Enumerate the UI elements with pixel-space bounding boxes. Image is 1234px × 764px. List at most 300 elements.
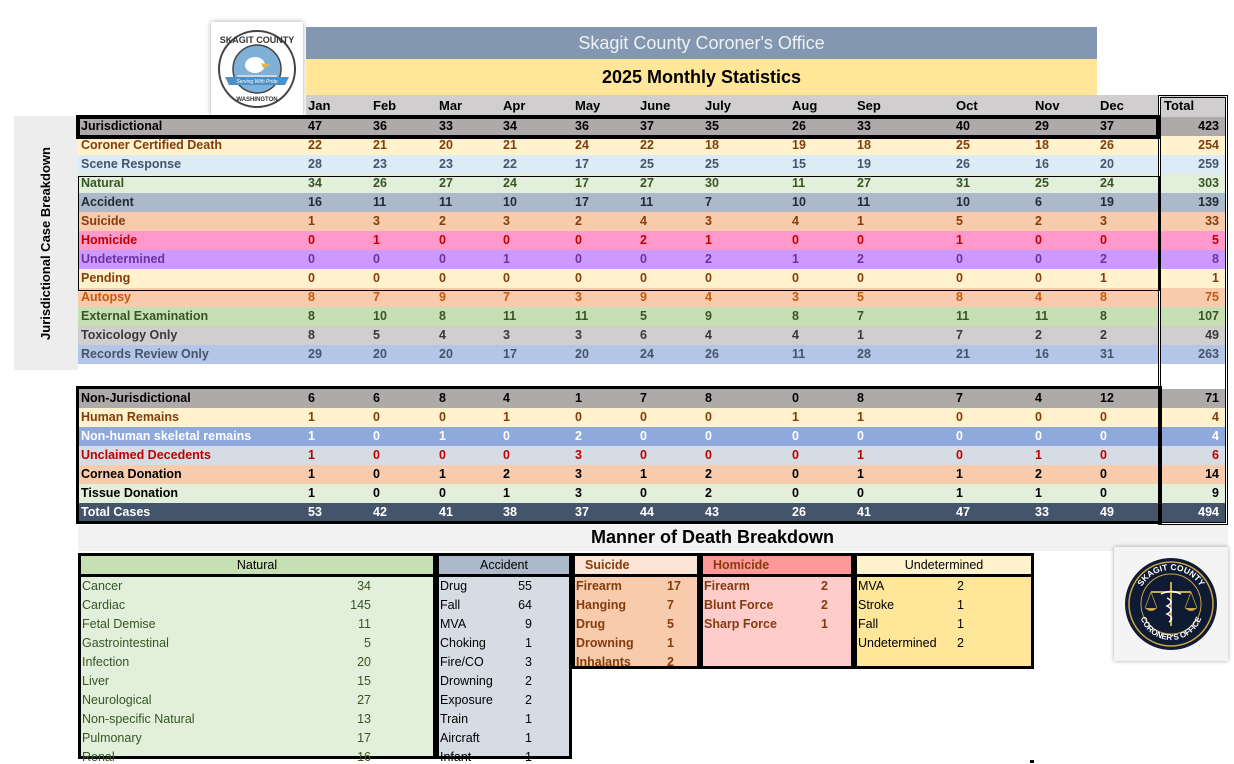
row-label: Toxicology Only: [81, 328, 178, 342]
cell-value: 0: [857, 271, 864, 285]
cell-value: 16: [1035, 347, 1049, 361]
cell-value: 37: [640, 119, 654, 133]
cell-value: 1: [439, 467, 446, 481]
cell-value: 3: [575, 467, 582, 481]
cell-value: 1: [857, 410, 864, 424]
cell-value: 4: [792, 214, 799, 228]
cell-value: 6: [640, 328, 647, 342]
cell-value: 10: [503, 195, 517, 209]
cell-value: 19: [857, 157, 871, 171]
manner-item-count: 17: [357, 731, 371, 745]
cell-value: 0: [439, 410, 446, 424]
cell-value: 42: [373, 505, 387, 519]
cell-value: 37: [1100, 119, 1114, 133]
manner-item-count: 1: [667, 636, 674, 650]
manner-item-count: 2: [525, 693, 532, 707]
cell-value: 43: [705, 505, 719, 519]
cell-value: 1: [857, 448, 864, 462]
cell-value: 8: [439, 391, 446, 405]
manner-item-count: 11: [358, 617, 371, 631]
manner-item-count: 145: [350, 598, 371, 612]
cell-value: 0: [640, 271, 647, 285]
cell-value: 8: [705, 391, 712, 405]
cell-value: 11: [792, 176, 806, 190]
cell-value: 12: [1100, 391, 1114, 405]
row-label: Suicide: [81, 214, 126, 228]
manner-item-count: 1: [821, 617, 828, 631]
manner-item-count: 1: [525, 731, 532, 745]
cell-value: 2: [1035, 467, 1042, 481]
cell-value: 2: [705, 252, 712, 266]
cell-value: 2: [1100, 328, 1107, 342]
cell-value: 17: [503, 347, 517, 361]
manner-item-name: Exposure: [440, 693, 493, 707]
manner-undetermined-header: Undetermined: [857, 556, 1031, 577]
cell-value: 0: [373, 271, 380, 285]
row-label: External Examination: [81, 309, 209, 323]
cell-value: 22: [308, 138, 322, 152]
table-row: [78, 326, 1158, 345]
cell-value: 7: [956, 328, 963, 342]
coroners-office-logo: [1114, 547, 1228, 661]
cell-value: 0: [956, 252, 963, 266]
cell-value: 3: [575, 486, 582, 500]
cell-value: 1: [503, 252, 510, 266]
cell-value: 11: [1035, 309, 1049, 323]
row-label: Autopsy: [81, 290, 131, 304]
month-header-feb: Feb: [373, 98, 397, 113]
row-label: Non-human skeletal remains: [81, 429, 252, 443]
row-label: Unclaimed Decedents: [81, 448, 211, 462]
month-header-july: July: [705, 98, 732, 113]
cell-value: 0: [1100, 486, 1107, 500]
cell-value: 5: [373, 328, 380, 342]
cell-value: 7: [503, 290, 510, 304]
cell-value: 0: [308, 271, 315, 285]
cell-value: 34: [308, 176, 322, 190]
cell-value: 7: [373, 290, 380, 304]
cell-value: 5: [857, 290, 864, 304]
cell-value: 4: [439, 328, 446, 342]
cell-value: 1: [1035, 486, 1042, 500]
cell-value: 17: [575, 157, 589, 171]
cell-value: 0: [1100, 467, 1107, 481]
row-total: 71: [1161, 389, 1225, 408]
cell-value: 1: [308, 410, 315, 424]
row-label: Total Cases: [81, 505, 151, 519]
cell-value: 0: [1035, 271, 1042, 285]
cell-value: 3: [705, 214, 712, 228]
cell-value: 3: [503, 328, 510, 342]
cell-value: 0: [439, 486, 446, 500]
manner-suicide-header: Suicide: [575, 556, 697, 577]
manner-item-name: Blunt Force: [704, 598, 774, 612]
cell-value: 8: [792, 309, 799, 323]
manner-item-name: Choking: [440, 636, 486, 650]
row-total: 14: [1161, 465, 1225, 484]
cell-value: 30: [705, 176, 719, 190]
cell-value: 22: [640, 138, 654, 152]
manner-item-count: 20: [357, 655, 371, 669]
cell-value: 8: [1100, 309, 1107, 323]
cell-value: 0: [503, 233, 510, 247]
cell-value: 6: [373, 391, 380, 405]
cell-value: 3: [503, 214, 510, 228]
cell-value: 0: [503, 448, 510, 462]
cell-value: 26: [1100, 138, 1114, 152]
row-label: Homicide: [81, 233, 138, 247]
manner-item-name: Infection: [82, 655, 130, 669]
cell-value: 0: [956, 271, 963, 285]
manner-item-count: 13: [357, 712, 371, 726]
manner-suicide-panel: [572, 553, 700, 669]
side-label-text: Jurisdictional Case Breakdown: [37, 146, 53, 340]
manner-item-name: Liver: [82, 674, 110, 688]
cell-value: 27: [439, 176, 453, 190]
manner-accident-header: Accident: [439, 556, 569, 577]
cell-value: 0: [640, 252, 647, 266]
cell-value: 47: [956, 505, 970, 519]
cell-value: 1: [857, 467, 864, 481]
row-total: 4: [1161, 427, 1225, 446]
cell-value: 1: [575, 391, 582, 405]
month-header-dec: Dec: [1100, 98, 1124, 113]
svg-text:SKAGIT COUNTY: SKAGIT COUNTY: [219, 34, 295, 45]
row-label: Human Remains: [81, 410, 179, 424]
cell-value: 4: [640, 214, 647, 228]
cell-value: 2: [640, 233, 647, 247]
cell-value: 34: [503, 119, 517, 133]
cell-value: 0: [956, 429, 963, 443]
cell-value: 25: [705, 157, 719, 171]
table-row: [78, 465, 1158, 484]
row-label: Scene Response: [81, 157, 182, 171]
cell-value: 47: [308, 119, 322, 133]
cell-value: 0: [1035, 410, 1042, 424]
manner-item-name: Drug: [576, 617, 606, 631]
cell-value: 25: [1035, 176, 1049, 190]
table-row: [78, 193, 1158, 212]
manner-item-name: Renal: [82, 750, 115, 764]
cell-value: 0: [503, 271, 510, 285]
cell-value: 19: [792, 138, 806, 152]
manner-item-count: 2: [667, 655, 674, 669]
table-row: [78, 136, 1158, 155]
cell-value: 0: [857, 486, 864, 500]
manner-natural-header: Natural: [81, 556, 433, 577]
cell-value: 0: [575, 233, 582, 247]
cell-value: 33: [1035, 505, 1049, 519]
table-row: [78, 307, 1158, 326]
cell-value: 0: [373, 429, 380, 443]
cell-value: 4: [705, 328, 712, 342]
manner-item-count: 1: [957, 617, 964, 631]
cell-value: 0: [792, 429, 799, 443]
row-label: Cornea Donation: [81, 467, 182, 481]
row-total: 259: [1161, 155, 1225, 174]
cell-value: 11: [373, 195, 387, 209]
month-header-mar: Mar: [439, 98, 463, 113]
manner-item-count: 2: [957, 636, 964, 650]
manner-item-count: 2: [525, 674, 532, 688]
manner-item-count: 1: [957, 598, 964, 612]
cell-value: 11: [575, 309, 589, 323]
table-row: [78, 117, 1158, 136]
cell-value: 0: [857, 233, 864, 247]
cell-value: 0: [792, 448, 799, 462]
manner-item-name: Pulmonary: [82, 731, 142, 745]
cell-value: 29: [1035, 119, 1049, 133]
table-row: [78, 408, 1158, 427]
cell-value: 2: [503, 467, 510, 481]
cell-value: 0: [956, 410, 963, 424]
cell-value: 2: [1035, 214, 1042, 228]
manner-item-name: Cardiac: [82, 598, 126, 612]
cell-value: 3: [792, 290, 799, 304]
cell-value: 5: [640, 309, 647, 323]
month-header-jan: Jan: [308, 98, 331, 113]
manner-item-count: 2: [821, 579, 828, 593]
cell-value: 3: [575, 448, 582, 462]
cell-value: 15: [792, 157, 806, 171]
cell-value: 1: [705, 233, 712, 247]
svg-text:WASHINGTON: WASHINGTON: [236, 96, 278, 103]
cell-value: 8: [857, 391, 864, 405]
manner-item-count: 27: [357, 693, 371, 707]
manner-item-count: 3: [525, 655, 532, 669]
manner-item-name: Fire/CO: [440, 655, 484, 669]
cell-value: 4: [1035, 391, 1042, 405]
cell-value: 0: [705, 429, 712, 443]
manner-item-name: Train: [440, 712, 469, 726]
cell-value: 7: [640, 391, 647, 405]
cell-value: 53: [308, 505, 322, 519]
cell-value: 8: [1100, 290, 1107, 304]
cell-value: 0: [439, 271, 446, 285]
month-header-nov: Nov: [1035, 98, 1060, 113]
cell-value: 18: [1035, 138, 1049, 152]
cell-value: 1: [792, 410, 799, 424]
manner-item-name: Sharp Force: [704, 617, 777, 631]
cell-value: 2: [439, 214, 446, 228]
manner-item-count: 64: [518, 598, 532, 612]
manner-item-name: MVA: [440, 617, 467, 631]
manner-item-count: 17: [667, 579, 681, 593]
cell-value: 1: [857, 328, 864, 342]
manner-item-name: Non-specific Natural: [82, 712, 195, 726]
cell-value: 0: [640, 486, 647, 500]
eagle-seal-icon: [215, 27, 299, 111]
side-label: [20, 116, 70, 370]
svg-text:CORONER'S OFFICE: CORONER'S OFFICE: [1138, 615, 1204, 643]
cell-value: 11: [640, 195, 654, 209]
cell-value: 8: [956, 290, 963, 304]
month-header-sep: Sep: [857, 98, 881, 113]
cell-value: 1: [956, 486, 963, 500]
table-row: [78, 446, 1158, 465]
cell-value: 33: [439, 119, 453, 133]
row-total: 494: [1161, 503, 1225, 522]
cell-value: 20: [575, 347, 589, 361]
cell-value: 21: [373, 138, 387, 152]
cell-value: 38: [503, 505, 517, 519]
row-total: 423: [1161, 117, 1225, 136]
manner-item-count: 5: [667, 617, 674, 631]
cell-value: 8: [308, 328, 315, 342]
row-label: Tissue Donation: [81, 486, 179, 500]
table-row: [78, 288, 1158, 307]
manner-item-name: Drug: [440, 579, 468, 593]
cell-value: 0: [1100, 233, 1107, 247]
cell-value: 7: [857, 309, 864, 323]
manner-item-name: Fall: [858, 617, 879, 631]
cell-value: 25: [640, 157, 654, 171]
cell-value: 40: [956, 119, 970, 133]
table-row: [78, 389, 1158, 408]
cell-value: 21: [956, 347, 970, 361]
cell-value: 3: [575, 328, 582, 342]
cell-value: 0: [373, 410, 380, 424]
cell-value: 23: [373, 157, 387, 171]
cell-value: 1: [1100, 271, 1107, 285]
row-total: 5: [1161, 231, 1225, 250]
cell-value: 26: [792, 505, 806, 519]
svg-text:SKAGIT COUNTY: SKAGIT COUNTY: [1135, 561, 1207, 588]
cell-value: 1: [439, 429, 446, 443]
row-label: Records Review Only: [81, 347, 209, 361]
cell-value: 5: [956, 214, 963, 228]
table-row: [78, 155, 1158, 174]
report-title: Skagit County Coroner's Office: [306, 27, 1097, 59]
manner-item-name: Infant: [440, 750, 472, 764]
manner-item-count: 1: [525, 636, 532, 650]
manner-item-count: 15: [357, 674, 371, 688]
cell-value: 8: [308, 290, 315, 304]
cell-value: 1: [640, 467, 647, 481]
cell-value: 0: [640, 429, 647, 443]
skagit-county-seal-logo: [211, 22, 303, 115]
manner-of-death-title: Manner of Death Breakdown: [590, 527, 834, 547]
cell-value: 20: [1100, 157, 1114, 171]
cell-value: 0: [439, 233, 446, 247]
manner-item-name: Fetal Demise: [82, 617, 156, 631]
row-total: 9: [1161, 484, 1225, 503]
cell-value: 4: [792, 328, 799, 342]
row-label: Natural: [81, 176, 125, 190]
cell-value: 37: [575, 505, 589, 519]
table-row: [78, 212, 1158, 231]
cell-value: 1: [308, 486, 315, 500]
table-row: [78, 503, 1158, 522]
cell-value: 26: [792, 119, 806, 133]
row-total: 49: [1161, 326, 1225, 345]
month-header-aug: Aug: [792, 98, 818, 113]
cell-value: 3: [575, 290, 582, 304]
cell-value: 11: [956, 309, 970, 323]
cell-value: 17: [575, 176, 589, 190]
cell-value: 0: [705, 271, 712, 285]
cell-value: 0: [575, 252, 582, 266]
manner-item-name: Neurological: [82, 693, 152, 707]
cell-value: 3: [1100, 214, 1107, 228]
cell-value: 0: [705, 448, 712, 462]
manner-item-name: Aircraft: [440, 731, 480, 745]
table-row: [78, 174, 1158, 193]
cell-value: 18: [857, 138, 871, 152]
cell-value: 8: [308, 309, 315, 323]
cell-value: 41: [439, 505, 453, 519]
cell-value: 20: [439, 347, 453, 361]
month-header-june: June: [640, 98, 671, 113]
cell-value: 3: [373, 214, 380, 228]
cell-value: 0: [640, 448, 647, 462]
table-row: [78, 269, 1158, 288]
manner-item-count: 9: [525, 617, 532, 631]
row-label: Non-Jurisdictional: [81, 391, 191, 405]
cell-value: 25: [956, 138, 970, 152]
cell-value: 1: [308, 429, 315, 443]
cell-value: 0: [373, 467, 380, 481]
cell-value: 1: [503, 410, 510, 424]
row-total: 75: [1161, 288, 1225, 307]
cell-value: 41: [857, 505, 871, 519]
svg-text:Serving With Pride: Serving With Pride: [236, 78, 278, 85]
cell-value: 0: [1035, 429, 1042, 443]
cell-value: 6: [1035, 195, 1042, 209]
manner-item-count: 1: [525, 750, 532, 764]
cell-value: 36: [373, 119, 387, 133]
row-total: 33: [1161, 212, 1225, 231]
table-row: [78, 484, 1158, 503]
cell-value: 23: [439, 157, 453, 171]
cell-value: 24: [503, 176, 517, 190]
cell-value: 2: [705, 486, 712, 500]
cell-value: 0: [792, 271, 799, 285]
cell-value: 0: [439, 448, 446, 462]
manner-item-name: Firearm: [704, 579, 750, 593]
cell-value: 0: [640, 410, 647, 424]
cell-value: 20: [373, 347, 387, 361]
cell-value: 4: [705, 290, 712, 304]
cell-value: 11: [503, 309, 517, 323]
cell-value: 7: [956, 391, 963, 405]
cell-value: 28: [308, 157, 322, 171]
cell-value: 36: [575, 119, 589, 133]
manner-item-name: Hanging: [576, 598, 626, 612]
cell-value: 7: [705, 195, 712, 209]
table-row: [78, 427, 1158, 446]
report-subtitle: 2025 Monthly Statistics: [306, 59, 1097, 95]
manner-item-name: Firearm: [576, 579, 622, 593]
cell-value: 24: [640, 347, 654, 361]
month-header-may: May: [575, 98, 601, 113]
cell-value: 1: [308, 214, 315, 228]
cell-value: 19: [1100, 195, 1114, 209]
cell-value: 1: [308, 448, 315, 462]
cell-value: 2: [1035, 328, 1042, 342]
manner-homicide-header: Homicide: [703, 556, 851, 577]
manner-item-name: Cancer: [82, 579, 123, 593]
row-label: Accident: [81, 195, 134, 209]
cell-value: 10: [792, 195, 806, 209]
manner-item-count: 16: [357, 750, 371, 764]
cell-value: 31: [1100, 347, 1114, 361]
row-total: 254: [1161, 136, 1225, 155]
row-total: 263: [1161, 345, 1225, 364]
cell-value: 26: [956, 157, 970, 171]
cell-value: 0: [792, 391, 799, 405]
manner-item-name: Gastrointestinal: [82, 636, 169, 650]
